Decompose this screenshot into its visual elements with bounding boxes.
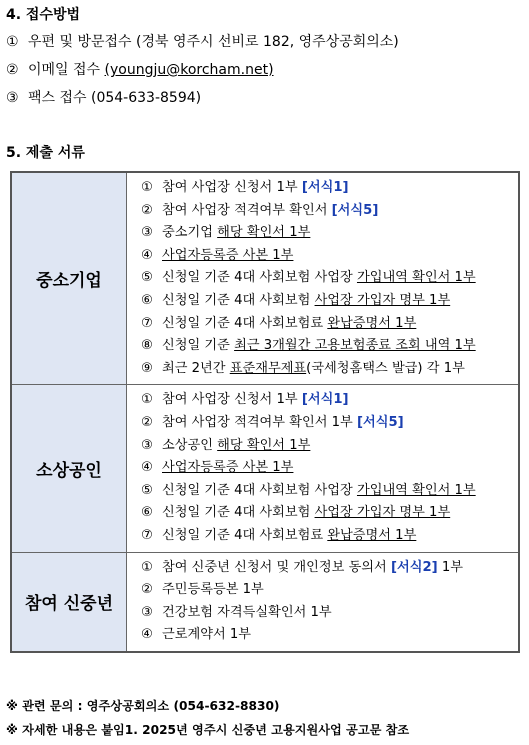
items-cell <box>127 552 520 652</box>
form-reference: [서식5] <box>331 202 379 218</box>
item-number: ⑤ <box>141 270 153 286</box>
document-item <box>141 389 518 412</box>
item-number: ⑥ <box>141 505 153 521</box>
item-text: 참여 사업장 신청서 1부 <box>162 180 302 195</box>
item-text: 최근 2년간 <box>162 360 230 376</box>
item-number: ⑧ <box>141 338 153 354</box>
documents-row <box>11 552 519 652</box>
item-number: ④ <box>141 247 153 263</box>
item-number: ⑦ <box>141 527 153 543</box>
item-text: 신청일 기준 4대 사회보험료 <box>162 527 328 543</box>
item-number: ③ <box>6 90 19 106</box>
document-item <box>141 412 518 435</box>
documents-row <box>11 172 519 385</box>
item-number: ③ <box>141 225 153 241</box>
item-underlined-text: 완납증명서 1부 <box>327 527 417 543</box>
item-number: ① <box>141 559 153 575</box>
item-tail: 1부 <box>437 559 464 575</box>
documents-table <box>10 171 520 653</box>
items-cell <box>127 172 520 385</box>
item-underlined-text: 완납증명서 1부 <box>327 315 417 331</box>
item-text: 이메일 접수 <box>28 62 105 78</box>
document-item <box>141 222 518 245</box>
submit-method-1 <box>6 31 399 51</box>
document-item <box>141 435 518 458</box>
item-number: ② <box>141 414 153 430</box>
section5-title: 5. 제출 서류 <box>6 145 85 161</box>
document-item <box>141 335 518 358</box>
detail-note: ※ 자세한 내용은 붙임1. 2025년 영주시 신중년 고용지원사업 공고문 참조 <box>6 723 410 737</box>
category-cell: 소상공인 <box>11 385 127 552</box>
item-number: ② <box>141 202 153 218</box>
item-text: 근로계약서 1부 <box>162 627 252 643</box>
item-text: 건강보험 자격득실확인서 1부 <box>162 604 332 620</box>
item-underlined-text: 해당 확인서 1부 <box>217 225 311 241</box>
document-item <box>141 480 518 503</box>
section4-title: 4. 접수방법 <box>6 7 81 23</box>
item-text: 신청일 기준 4대 사회보험료 <box>162 315 328 331</box>
item-number: ① <box>6 34 19 50</box>
item-text: 참여 사업장 적격여부 확인서 <box>162 202 332 218</box>
item-underlined-text: 최근 3개월간 고용보험종료 조회 내역 1부 <box>234 338 476 354</box>
item-text-suffix: (국세청홈택스 발급) 각 1부 <box>306 360 465 376</box>
item-underlined-text: 사업자등록증 사본 1부 <box>162 460 294 476</box>
item-number: ② <box>6 62 19 78</box>
item-text: 신청일 기준 4대 사회보험 사업장 <box>162 482 357 498</box>
category-cell: 참여 신중년 <box>11 552 127 652</box>
documents-row <box>11 385 519 552</box>
item-text: 신청일 기준 4대 사회보험 <box>162 292 315 308</box>
document-item <box>141 177 518 200</box>
item-number: ⑦ <box>141 315 153 331</box>
item-underlined-text: 표준재무제표 <box>229 360 307 376</box>
document-item <box>141 245 518 268</box>
inquiry-note: ※ 관련 문의 : 영주상공회의소 (054-632-8830) <box>6 699 280 713</box>
item-underlined-text: 사업장 가입자 명부 1부 <box>314 505 451 521</box>
items-cell <box>127 385 520 552</box>
item-text: 소상공인 <box>162 437 218 453</box>
document-item <box>141 290 518 313</box>
item-text: 참여 사업장 적격여부 확인서 1부 <box>162 414 357 430</box>
item-number: ⑥ <box>141 292 153 308</box>
document-item <box>141 358 518 381</box>
item-text: 주민등록등본 1부 <box>162 582 264 598</box>
document-item <box>141 502 518 525</box>
submit-method-2 <box>6 59 274 79</box>
document-item <box>141 267 518 290</box>
item-number: ① <box>141 180 153 195</box>
document-item <box>141 624 518 647</box>
item-text: 참여 사업장 신청서 1부 <box>162 392 302 408</box>
item-text: 우편 및 방문접수 (경북 영주시 선비로 182, 영주상공회의소) <box>28 34 399 50</box>
item-number: ① <box>141 392 153 408</box>
item-underlined-text: 사업장 가입자 명부 1부 <box>314 292 451 308</box>
document-item <box>141 457 518 480</box>
document-item <box>141 602 518 625</box>
item-number: ③ <box>141 604 153 620</box>
item-underlined-text: 가입내역 확인서 1부 <box>356 482 476 498</box>
item-number: ④ <box>141 460 153 476</box>
form-reference: [서식1] <box>301 180 349 195</box>
item-underlined-text: 사업자등록증 사본 1부 <box>162 247 294 263</box>
item-text: 신청일 기준 4대 사회보험 사업장 <box>162 270 357 286</box>
item-number: ② <box>141 582 153 598</box>
category-cell: 중소기업 <box>11 172 127 385</box>
document-item <box>141 557 518 580</box>
item-text: 참여 신중년 신청서 및 개인정보 동의서 <box>162 559 391 575</box>
form-reference: [서식2] <box>390 559 438 575</box>
item-text: 신청일 기준 4대 사회보험 <box>162 505 315 521</box>
form-reference: [서식1] <box>301 392 349 408</box>
document-item <box>141 525 518 548</box>
document-item <box>141 313 518 336</box>
item-number: ④ <box>141 627 153 643</box>
item-underlined-text: 가입내역 확인서 1부 <box>356 270 476 286</box>
item-number: ③ <box>141 437 153 453</box>
email-link[interactable]: (youngju@korcham.net) <box>104 62 274 78</box>
submit-method-3 <box>6 87 201 107</box>
item-text: 신청일 기준 <box>162 338 235 354</box>
item-number: ⑤ <box>141 482 153 498</box>
document-item <box>141 579 518 602</box>
item-text: 팩스 접수 (054-633-8594) <box>28 90 202 106</box>
document-item <box>141 200 518 223</box>
item-text: 중소기업 <box>162 225 218 241</box>
item-number: ⑨ <box>141 360 153 376</box>
form-reference: [서식5] <box>356 414 404 430</box>
item-underlined-text: 해당 확인서 1부 <box>217 437 311 453</box>
